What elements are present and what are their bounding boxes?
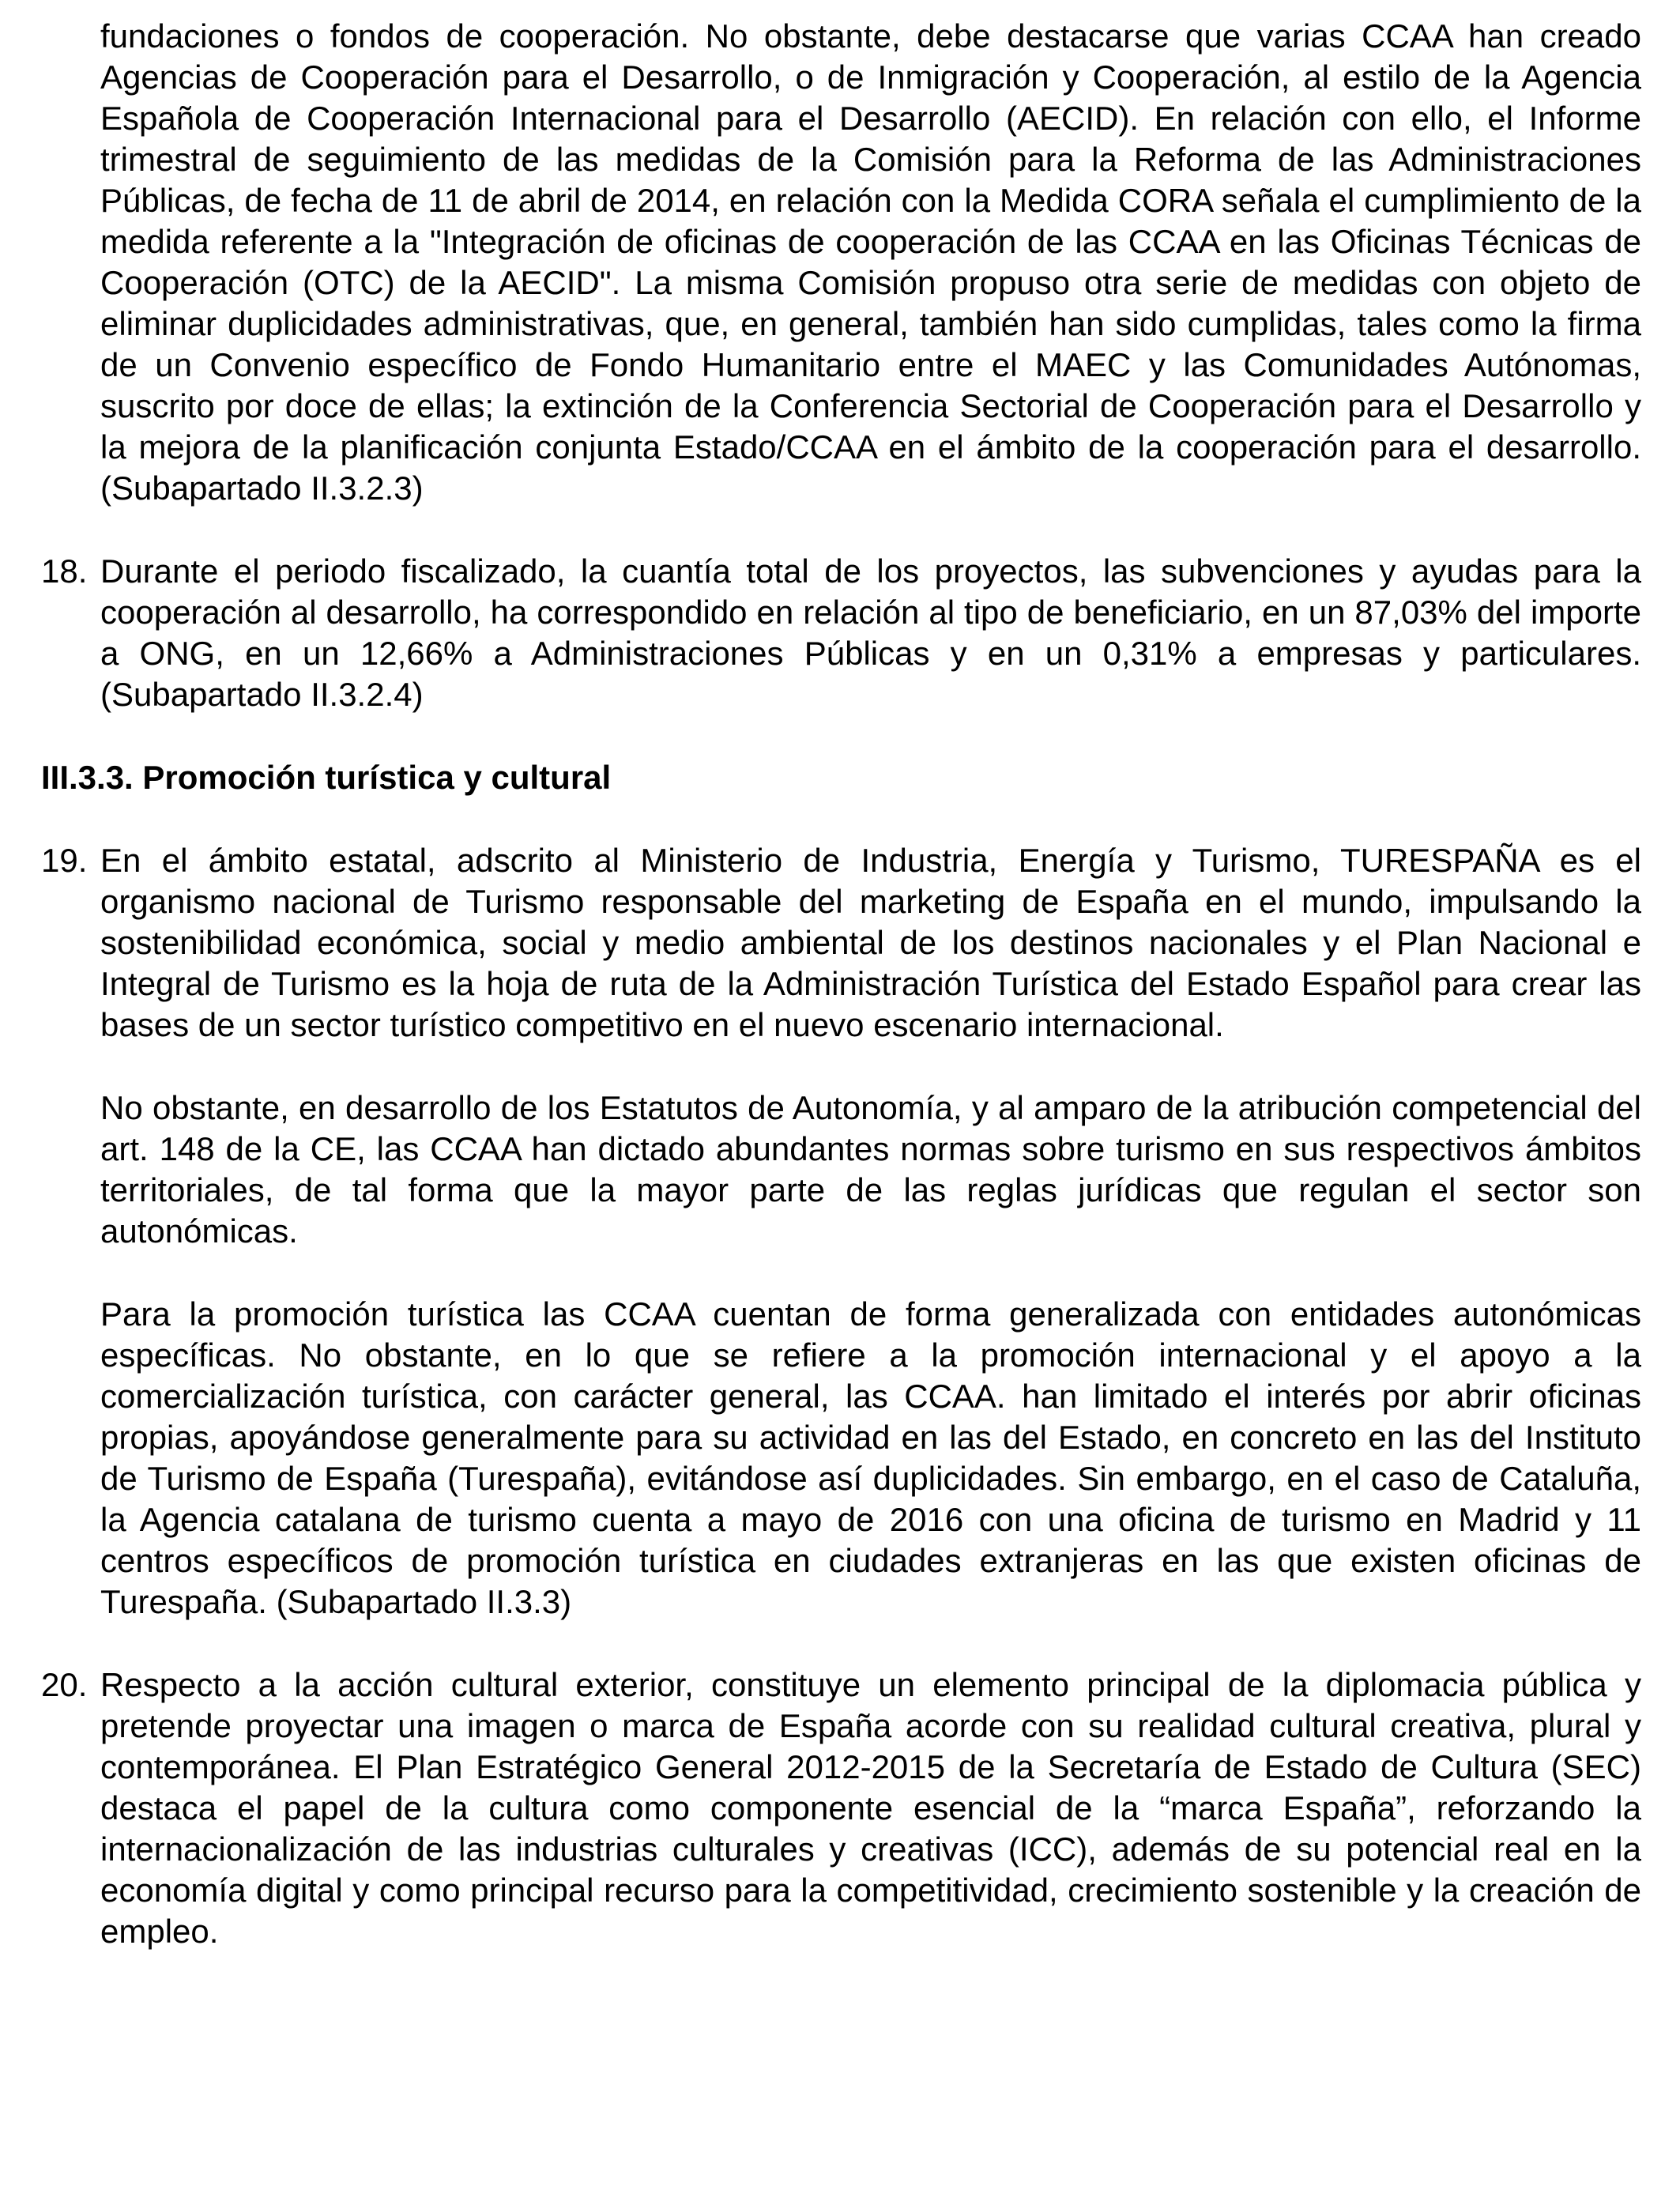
paragraph-text: fundaciones o fondos de cooperación. No obstante, debe destacarse que varias CCAA han creado Agencias de Cooperación para el Desarrollo, o de Inmigración y Cooperación, al estilo de la Agencia Española de Cooperación Internacional para el Desarrollo (AECID). En relación con ello, el Informe trimestral de seguimiento de las medidas de la Comisión para la Reforma de las Administraciones Públicas, de fecha de 11 de abril de 2014, en relación con la Medida CORA señala el cumplimiento de la medida referente a la "Integración de oficinas de cooperación de las CCAA en las Oficinas Técnicas de Cooperación (OTC) de la AECID". La misma Comisión propuso otra serie de medidas con objeto de eliminar duplicidades administrativas, que, en general, también han sido cumplidas, tales como la firma de un Convenio específico de Fondo Humanitario entre el MAEC y las Comunidades Autónomas, suscrito por doce de ellas; la extinción de la Conferencia Sectorial de Cooperación para el Desarrollo y la mejora de la planificación conjunta Estado/CCAA en el ámbito de la cooperación para el desarrollo. (Subapartado II.3.2.3) <box>100 17 1641 507</box>
paragraph-text: Para la promoción turística las CCAA cuentan de forma generalizada con entidades autonómicas específicas. No obstante, en lo que se refiere a la promoción internacional y el apoyo a la comercialización turística, con carácter general, las CCAA. han limitado el interés por abrir oficinas propias, apoyándose generalmente para su actividad en las del Estado, en concreto en las del Instituto de Turismo de España (Turespaña), evitándose así duplicidades. Sin embargo, en el caso de Cataluña, la Agencia catalana de turismo cuenta a mayo de 2016 con una oficina de turismo en Madrid y 11 centros específicos de promoción turística en ciudades extranjeras en las que existen oficinas de Turespaña. (Subapartado II.3.3) <box>100 1295 1641 1620</box>
document-body <box>41 16 1641 1952</box>
paragraph-text: Respecto a la acción cultural exterior, constituye un elemento principal de la diplomacia pública y pretende proyectar una imagen o marca de España acorde con su realidad cultural creativa, plural y contemporánea. El Plan Estratégico General 2012-2015 de la Secretaría de Estado de Cultura (SEC) destaca el papel de la cultura como componente esencial de la “marca España”, reforzando la internacionalización de las industrias culturales y creativas (ICC), además de su potencial real en la economía digital y como principal recurso para la competitividad, crecimiento sostenible y la creación de empleo. <box>100 1666 1641 1950</box>
paragraph-text: No obstante, en desarrollo de los Estatutos de Autonomía, y al amparo de la atribución competencial del art. 148 de la CE, las CCAA han dictado abundantes normas sobre turismo en sus respectivos ámbitos territoriales, de tal forma que la mayor parte de las reglas jurídicas que regulan el sector son autonómicas. <box>100 1089 1641 1250</box>
paragraph-continuation <box>41 16 1641 509</box>
section-heading: III.3.3. Promoción turística y cultural <box>41 759 612 796</box>
paragraph-text: En el ámbito estatal, adscrito al Ministerio de Industria, Energía y Turismo, TURESPAÑA es el organismo nacional de Turismo responsable del marketing de España en el mundo, impulsando la sostenibilidad económica, social y medio ambiental de los destinos nacionales y el Plan Nacional e Integral de Turismo es la hoja de ruta de la Administración Turística del Estado Español para crear las bases de un sector turístico competitivo en el nuevo escenario internacional. <box>100 842 1641 1043</box>
paragraph-number: 19. <box>41 842 88 879</box>
paragraph-18 <box>41 551 1641 715</box>
paragraph-19 <box>41 840 1641 1046</box>
paragraph-20 <box>41 1664 1641 1952</box>
paragraph-number: 18. <box>41 552 88 590</box>
paragraph-19-b <box>41 1088 1641 1252</box>
paragraph-text: Durante el periodo fiscalizado, la cuantía total de los proyectos, las subvenciones y ayudas para la cooperación al desarrollo, ha correspondido en relación al tipo de beneficiario, en un 87,03% del importe a ONG, en un 12,66% a Administraciones Públicas y en un 0,31% a empresas y particulares. (Subapartado II.3.2.4) <box>100 552 1641 713</box>
paragraph-19-c <box>41 1294 1641 1623</box>
paragraph-number: 20. <box>41 1666 88 1703</box>
